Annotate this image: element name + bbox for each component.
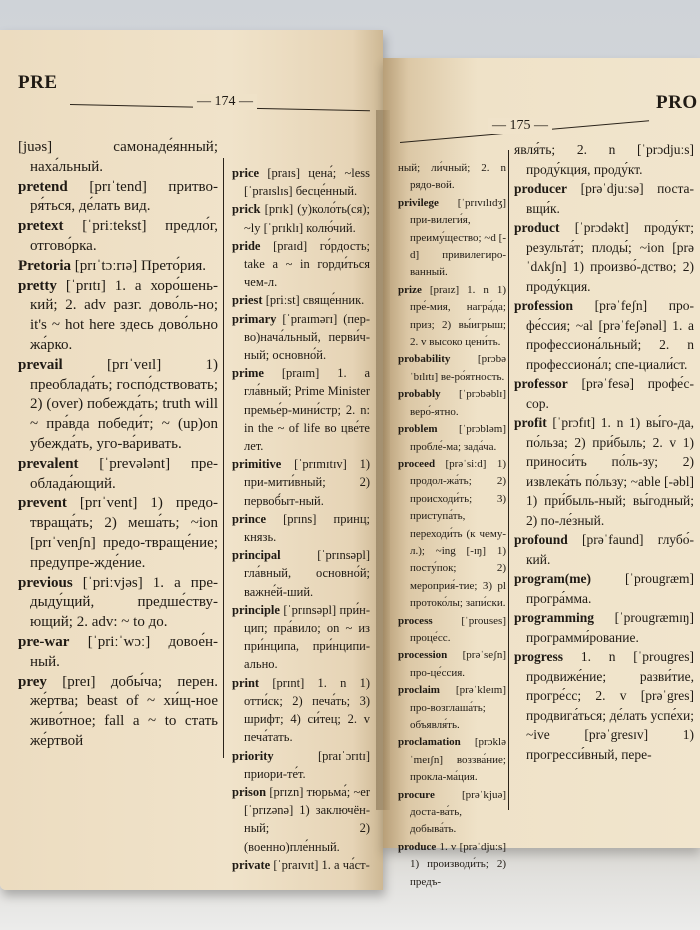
- headword: procure: [398, 788, 435, 801]
- dictionary-entry: [398, 195, 506, 282]
- headword: prey: [18, 673, 47, 690]
- entry-text: [ˈprɪtɪ] 1. a хоро́шень-кий; 2. adv разг. дово́ль-но; it's ~ hot here здесь дово́льно жа́рко.: [30, 277, 219, 353]
- dictionary-entry: [18, 138, 218, 178]
- entry-text: [ˈpriːˈwɔː] довое́н-ный.: [30, 633, 218, 670]
- entry-text: [praɪs] цена́; ~less [ˈpraɪslɪs] бесце́нный.: [244, 166, 370, 199]
- entry-text: [ˈprɔdəkt] проду́кт; результа́т; плоды́; ~ion [prəˈdʌkʃn] 1) произво́-дство; 2) проду́кция.: [526, 220, 694, 294]
- headword: professor: [514, 376, 568, 391]
- dictionary-entry: [514, 569, 694, 608]
- headword: procession: [398, 649, 448, 662]
- entry-text: [ˈprougræm] програ́мма.: [526, 571, 694, 606]
- entry-text: [preɪ] добы́ча; перен. же́ртва; beast of ~ хи́щ-ное живо́тное; fall a ~ to стать же́ртвой: [30, 673, 218, 749]
- entry-text: [ˈprougræmɪŋ] программи́рование.: [526, 610, 694, 645]
- right-page-number: — 175 —: [488, 118, 552, 134]
- dictionary-entry: [232, 674, 370, 747]
- left-running-head: PRE: [18, 72, 58, 93]
- dictionary-entry: [18, 455, 218, 495]
- dictionary-entry: [398, 386, 506, 421]
- headword: primitive: [232, 457, 282, 472]
- headword: producer: [514, 181, 567, 196]
- dictionary-entry: [18, 277, 218, 356]
- entry-text: [prəˈkjuə] доста-ва́ть, добыва́ть.: [410, 788, 506, 836]
- dictionary-entry: [514, 608, 694, 647]
- headword: probably: [398, 388, 441, 401]
- dictionary-entry: [514, 179, 694, 218]
- dictionary-entry: [514, 218, 694, 296]
- entry-text: [prɔkləˈmeɪʃn] воззва́ние; прокла-ма́ция.: [410, 736, 506, 784]
- dictionary-entry: [514, 413, 694, 530]
- headword: prick: [232, 202, 261, 217]
- entry-text: [priːst] свяще́нник.: [265, 293, 365, 308]
- dictionary-entry: [232, 164, 370, 200]
- entry-text: [ˈpriːvjəs] 1. a пре-дыду́щий, предше́ству-ющий; 2. adv: ~ to до.: [30, 574, 218, 631]
- headword: prime: [232, 366, 264, 381]
- dictionary-entry: [232, 601, 370, 674]
- entry-text: [ˈpraɪvɪt] 1. a ча́ст-: [273, 857, 370, 872]
- entry-text: [praɪm] 1. a гла́вный; Prime Minister премье́р-мини́стр; 2. n: in the ~ of life во цве́те лет.: [244, 366, 371, 454]
- dictionary-entry: [398, 421, 506, 456]
- entry-text: [prəˈfeʃn] про-фе́ссия; ~al [prəˈfeʃənəl] 1. a профессиона́льный; 2. n профессиона́л; спе-циали́ст.: [526, 298, 694, 372]
- entry-text: [ˈpraɪmərɪ] (пер-во)нача́льный, перви́ч-ный; основно́й.: [244, 311, 371, 363]
- dictionary-entry: [398, 787, 506, 839]
- headword: price: [232, 166, 260, 180]
- dictionary-entry: [514, 296, 694, 374]
- headword: principle: [232, 602, 280, 617]
- entry-text: [prɪnt] 1. n 1) отти́ск; 2) печа́ть; 3) шрифт; 4) си́тец; 2. v печа́тать.: [244, 675, 370, 745]
- entry-text: [prɪˈveɪl] 1) преоблада́ть; госпо́дствовать; 2) (over) побежда́ть; truth will ~ пра́вда победи́т; ~ (up)on убежда́ть, уго-ва́ривать.: [30, 356, 218, 452]
- dictionary-entry: [398, 282, 506, 352]
- dictionary-entry: [18, 178, 218, 218]
- dictionary-entry: [232, 510, 370, 546]
- dictionary-entry: [514, 140, 694, 179]
- right-column-divider: [508, 150, 509, 810]
- dictionary-entry: [232, 856, 370, 874]
- right-page-column-2: [514, 140, 694, 764]
- book-gutter: [376, 110, 390, 810]
- entry-text: 1. n [ˈprougres] продвиже́ние; разви́тие, прогре́сс; 2. v [prəˈgres] продвига́ться; де́лать успе́хи; ~ive [prəˈgresɪv] 1) прогресси́вный, пере-: [526, 649, 694, 762]
- entry-text: [prəˈfesə] профе́с-сор.: [526, 376, 694, 411]
- entry-text: 1. v [prəˈdjuːs] 1) производи́ть; 2) предъ-: [410, 840, 506, 888]
- dictionary-entry: [232, 783, 370, 856]
- headword: primary: [232, 311, 277, 326]
- headword: prison: [232, 784, 267, 799]
- right-running-head: PRO: [656, 92, 698, 113]
- headword: prevalent: [18, 455, 79, 472]
- dictionary-entry: [514, 647, 694, 764]
- headword: priority: [232, 748, 274, 763]
- headword: print: [232, 675, 260, 690]
- headword: profound: [514, 532, 568, 547]
- dictionary-entry: [18, 633, 218, 673]
- dictionary-entry: [398, 160, 506, 195]
- headword: pre-war: [18, 633, 70, 650]
- dictionary-entry: [398, 839, 506, 891]
- dictionary-entry: [18, 673, 218, 752]
- headword: profit: [514, 415, 547, 430]
- entry-text: [prəˈsiːd] 1) продол-жа́ть; 2) происходи́ть; 3) приступа́ть, переходи́ть (к чему-л.); ~ing [-ɪŋ] 1) посту́пок; 2) мероприя́-тие; 3) pl протоко́лы; запи́ски.: [410, 457, 507, 610]
- headword: proclaim: [398, 684, 440, 697]
- dictionary-entry: [514, 374, 694, 413]
- headword: proceed: [398, 457, 436, 470]
- entry-text: [prɪˈvent] 1) предо-твраща́ть; 2) меша́ть; ~ion [prɪˈvenʃn] предо-твраще́ние; предупре-жде́ние.: [30, 495, 218, 571]
- right-page-column-1: [398, 160, 506, 891]
- dictionary-entry: [18, 574, 218, 633]
- headword: prince: [232, 511, 267, 526]
- entry-text: [ˈprɪvɪlɪdʒ] при-вилеги́я, преиму́щество; ~d [-d] привилегиро-ванный.: [410, 196, 506, 279]
- left-page-column-1: [18, 138, 218, 752]
- dictionary-entry: [18, 217, 218, 257]
- dictionary-entry: [232, 200, 370, 236]
- entry-text: [praɪd] го́рдость; take a ~ in горди́ться чем-л.: [244, 238, 370, 290]
- headword: progress: [514, 649, 564, 664]
- dictionary-entry: [232, 546, 370, 601]
- entry-text: [prəˈseʃn] про-це́ссия.: [410, 649, 506, 679]
- left-page-number: — 174 —: [193, 94, 257, 110]
- entry-text: [ˈprevələnt] пре-облада́ющий.: [30, 455, 218, 492]
- entry-text: [prɪns] принц; князь.: [244, 511, 370, 545]
- dictionary-entry: [232, 364, 370, 455]
- dictionary-entry: [232, 747, 370, 783]
- entry-text: [juəs] самонаде́янный; наха́льный.: [18, 139, 218, 175]
- dictionary-entry: [232, 237, 370, 292]
- headword: pretext: [18, 218, 64, 235]
- dictionary-entry: [398, 613, 506, 648]
- headword: profession: [514, 298, 574, 313]
- headword: priest: [232, 293, 263, 308]
- entry-text: [prəˈdjuːsə] поста-вщи́к.: [526, 181, 695, 216]
- headword: privilege: [398, 196, 439, 209]
- headword: prevent: [18, 495, 67, 512]
- entry-text: [ˈprɪnsəpl] при́н-цип; пра́вило; on ~ из при́нципа, при́нципи-ально.: [244, 602, 370, 672]
- headword: Pretoria: [18, 257, 72, 274]
- dictionary-entry: [398, 647, 506, 682]
- dictionary-entry: [514, 530, 694, 569]
- headword: produce: [398, 840, 437, 853]
- dictionary-entry: [232, 310, 370, 365]
- entry-text: [prɪzn] тюрьма́; ~er [ˈprɪzənə] 1) заключён-ный; 2)(военно)пле́нный.: [244, 784, 370, 854]
- entry-text: [ˈprɔbləm] пробле́-ма; зада́ча.: [410, 423, 506, 453]
- headword: program(me): [514, 571, 591, 586]
- headword: pretend: [18, 178, 68, 195]
- dictionary-entry: [398, 351, 506, 386]
- entry-text: явля́ть; 2. n [ˈprɔdjuːs] проду́кция, проду́кт.: [514, 142, 694, 177]
- entry-text: [prɪk] (у)коло́ть(ся); ~ly [ˈprɪklɪ] колю́чий.: [244, 202, 370, 235]
- entry-text: [praɪz] 1. n 1) пре́-мия, награ́да; приз; 2) вы́игрыш; 2. v высоко цени́ть.: [410, 283, 506, 349]
- entry-text: [ˈpriːtekst] предло́г, отгово́рка.: [30, 218, 218, 254]
- entry-text: [prɪˈtend] притво-ря́ться, де́лать вид.: [30, 178, 219, 215]
- entry-text: [ˈprɪnsəpl] гла́вный, основно́й; важне́й-ший.: [244, 548, 370, 599]
- headword: process: [398, 614, 433, 627]
- entry-text: [ˈprɔfɪt] 1. n 1) вы́го-да, по́льза; 2) при́быль; 2. v 1) приноси́ть по́ль-зу; 2) извлека́ть по́льзу; ~able [-əbl] 1) при́быль-ный; вы́годный; 2) по-ле́зный.: [526, 415, 694, 528]
- headword: probability: [398, 353, 451, 366]
- dictionary-entry: [398, 682, 506, 734]
- dictionary-entry: [232, 291, 370, 309]
- dictionary-entry: [232, 455, 370, 510]
- dictionary-entry: [398, 456, 506, 613]
- headword: private: [232, 857, 271, 872]
- left-column-divider: [223, 158, 224, 758]
- headword: product: [514, 220, 560, 235]
- headword: principal: [232, 548, 281, 563]
- entry-text: [ˈprɪmɪtɪv] 1) при-мити́вный; 2) первоб́ыт-ный.: [244, 457, 370, 508]
- headword: previous: [18, 574, 73, 591]
- headword: proclamation: [398, 736, 461, 749]
- entry-text: [prəˈkleɪm] про-возглаша́ть; объявля́ть.: [410, 684, 506, 731]
- dictionary-entry: [18, 356, 218, 455]
- headword: programming: [514, 610, 594, 625]
- entry-text: [prəˈfaund] глубо́-кий.: [526, 532, 694, 567]
- headword: prevail: [18, 356, 63, 373]
- dictionary-entry: [18, 494, 218, 573]
- headword: pretty: [18, 277, 57, 294]
- headword: problem: [398, 423, 438, 436]
- headword: prize: [398, 283, 422, 296]
- dictionary-entry: [398, 734, 506, 786]
- entry-text: [ˈprouses] проце́сс.: [410, 614, 506, 644]
- dictionary-entry: [18, 257, 218, 277]
- entry-text: [prɔbəˈbɪlɪtɪ] ве-ро́ятность.: [410, 353, 506, 383]
- headword: pride: [232, 238, 261, 253]
- entry-text: ный; ли́чный; 2. n рядо-вой.: [398, 162, 506, 192]
- entry-text: [praɪˈɔrɪtɪ] приори-те́т.: [244, 748, 370, 781]
- entry-text: [ˈprɔbəblɪ] веро́-ятно.: [410, 388, 506, 418]
- left-page-column-2: [232, 164, 370, 874]
- entry-text: [prɪˈtɔːrɪə] Прето́рия.: [74, 257, 207, 274]
